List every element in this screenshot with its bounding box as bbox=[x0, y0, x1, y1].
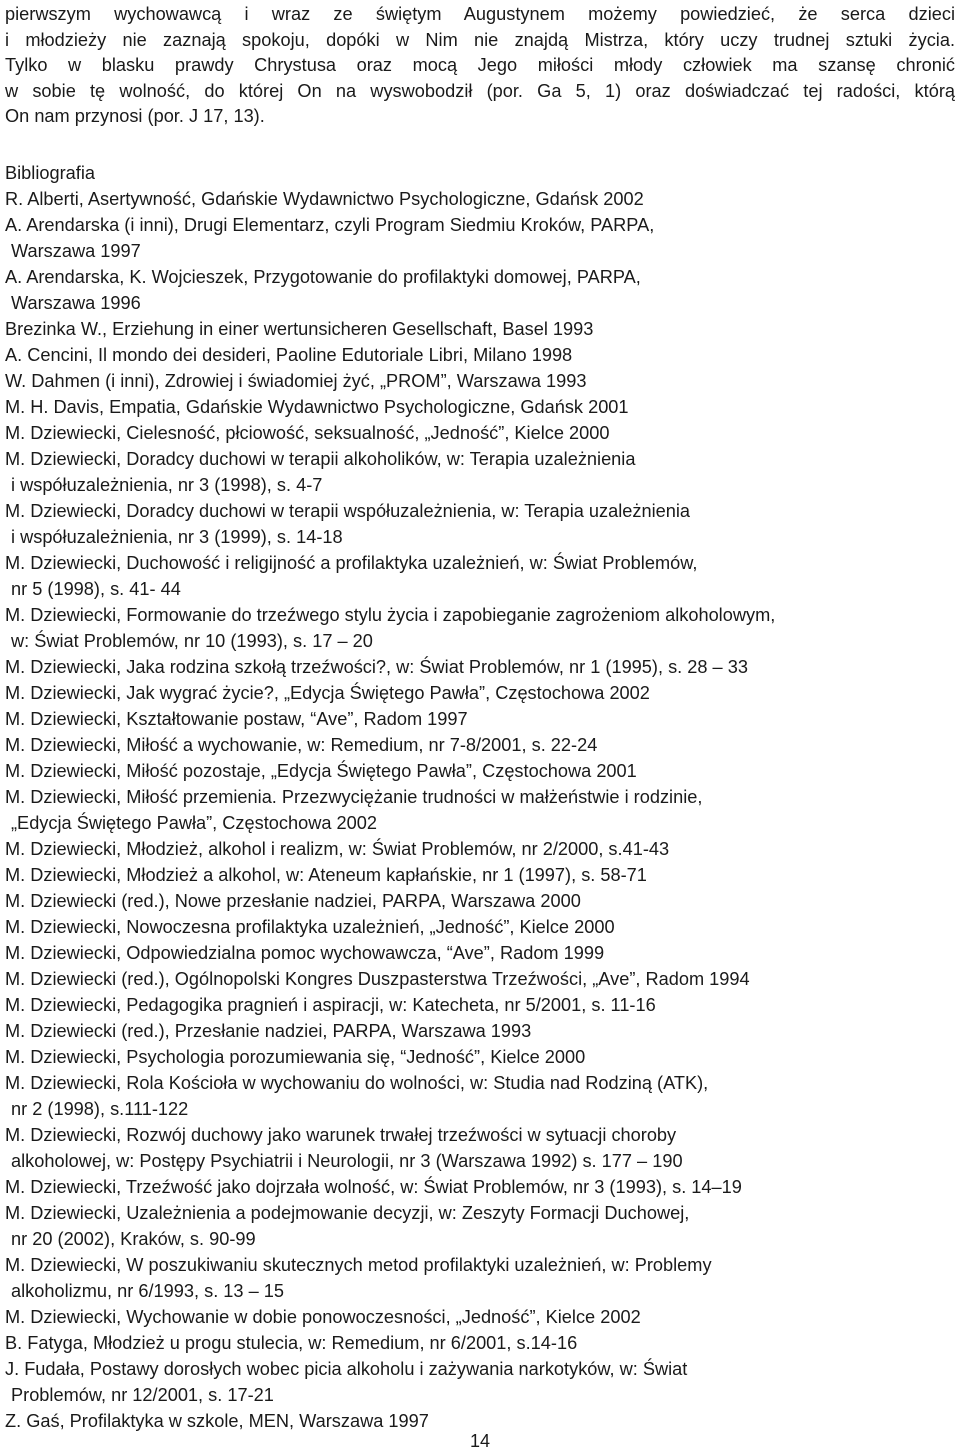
bibliography-entry bbox=[5, 706, 955, 732]
bibliography-entry bbox=[5, 1304, 955, 1330]
bibliography-entry bbox=[5, 264, 955, 316]
bibliography-entry-text: M. Dziewiecki, Młodzież, alkohol i realizm, w: Świat Problemów, nr 2/2000, s.41-43 bbox=[5, 839, 670, 859]
bibliography-entry bbox=[5, 1044, 955, 1070]
page-number: 14 bbox=[469, 1431, 491, 1451]
bibliography-entry bbox=[5, 1174, 955, 1200]
bibliography-entry-text: M. Dziewiecki, Pedagogika pragnień i aspiracji, w: Katecheta, nr 5/2001, s. 11-16 bbox=[5, 995, 656, 1015]
bibliography-entry-text: M. Dziewiecki, Duchowość i religijność a profilaktyka uzależnień, w: Świat Problemów, bbox=[5, 553, 698, 573]
bibliography-entry-continuation: nr 5 (1998), s. 41- 44 bbox=[11, 579, 181, 599]
bibliography-entry bbox=[5, 1252, 955, 1304]
bibliography-entry bbox=[5, 914, 955, 940]
bibliography-entry-text: M. Dziewiecki, Psychologia porozumiewania się, “Jedność”, Kielce 2000 bbox=[5, 1047, 586, 1067]
bibliography-entry-text: M. Dziewiecki, Formowanie do trzeźwego stylu życia i zapobieganie zagrożeniom alkoholowym, bbox=[5, 605, 776, 625]
bibliography-entry-text: Brezinka W., Erziehung in einer wertunsicheren Gesellschaft, Basel 1993 bbox=[5, 319, 594, 339]
bibliography-entry-text: M. Dziewiecki, Cielesność, płciowość, seksualność, „Jedność”, Kielce 2000 bbox=[5, 423, 610, 443]
bibliography-entry-text: A. Arendarska, K. Wojcieszek, Przygotowanie do profilaktyki domowej, PARPA, bbox=[5, 267, 641, 287]
bibliography-entry bbox=[5, 992, 955, 1018]
bibliography-entry-text: W. Dahmen (i inni), Zdrowiej i świadomiej żyć, „PROM”, Warszawa 1993 bbox=[5, 371, 587, 391]
bibliography-entry-text: J. Fudała, Postawy dorosłych wobec picia alkoholu i zażywania narkotyków, w: Świat bbox=[5, 1359, 688, 1379]
intro-paragraph bbox=[5, 2, 955, 130]
bibliography-entry bbox=[5, 966, 955, 992]
bibliography-entry-text: M. Dziewiecki, Wychowanie w dobie ponowoczesności, „Jedność”, Kielce 2002 bbox=[5, 1307, 641, 1327]
bibliography-entry-continuation: w: Świat Problemów, nr 10 (1993), s. 17 – 20 bbox=[11, 631, 373, 651]
bibliography-list bbox=[5, 186, 955, 1434]
bibliography-entry-text: M. Dziewiecki, Miłość przemienia. Przezwyciężanie trudności w małżeństwie i rodzinie, bbox=[5, 787, 703, 807]
bibliography-entry bbox=[5, 1122, 955, 1174]
bibliography-entry bbox=[5, 602, 955, 654]
bibliography-entry bbox=[5, 784, 955, 836]
bibliography-entry-continuation: alkoholowej, w: Postępy Psychiatrii i Neurologii, nr 3 (Warszawa 1992) s. 177 – 190 bbox=[11, 1151, 683, 1171]
bibliography-entry bbox=[5, 732, 955, 758]
bibliography-entry-text: M. Dziewiecki, Doradcy duchowi w terapii współuzależnienia, w: Terapia uzależnienia bbox=[5, 501, 691, 521]
bibliography-entry-text: M. Dziewiecki, Miłość a wychowanie, w: Remedium, nr 7-8/2001, s. 22-24 bbox=[5, 735, 598, 755]
bibliography-entry bbox=[5, 186, 955, 212]
bibliography-entry-text: M. Dziewiecki, Nowoczesna profilaktyka uzależnień, „Jedność”, Kielce 2000 bbox=[5, 917, 615, 937]
intro-line: w sobie tę wolność, do której On na wyswobodził (por. Ga 5, 1) oraz doświadczać tej radości, którą bbox=[5, 80, 955, 101]
bibliography-entry-text: M. Dziewiecki, Uzależnienia a podejmowanie decyzji, w: Zeszyty Formacji Duchowej, bbox=[5, 1203, 690, 1223]
bibliography-entry bbox=[5, 862, 955, 888]
bibliography-entry-continuation: i współuzależnienia, nr 3 (1999), s. 14-18 bbox=[11, 527, 343, 547]
bibliography-entry-continuation: Problemów, nr 12/2001, s. 17-21 bbox=[11, 1385, 274, 1405]
bibliography-entry-text: M. Dziewiecki, Odpowiedzialna pomoc wychowawcza, “Ave”, Radom 1999 bbox=[5, 943, 605, 963]
bibliography-entry-text: A. Arendarska (i inni), Drugi Elementarz, czyli Program Siedmiu Kroków, PARPA, bbox=[5, 215, 655, 235]
bibliography-entry bbox=[5, 212, 955, 264]
bibliography-entry-text: A. Cencini, Il mondo dei desideri, Paoline Edutoriale Libri, Milano 1998 bbox=[5, 345, 573, 365]
bibliography-entry bbox=[5, 368, 955, 394]
intro-line: pierwszym wychowawcą i wraz ze świętym Augustynem możemy powiedzieć, że serca dzieci bbox=[5, 4, 955, 24]
bibliography-entry bbox=[5, 1330, 955, 1356]
bibliography-entry-text: R. Alberti, Asertywność, Gdańskie Wydawnictwo Psychologiczne, Gdańsk 2002 bbox=[5, 189, 644, 209]
bibliography-entry bbox=[5, 446, 955, 498]
bibliography-entry-text: M. H. Davis, Empatia, Gdańskie Wydawnictwo Psychologiczne, Gdańsk 2001 bbox=[5, 397, 629, 417]
bibliography-entry-text: M. Dziewiecki, Jak wygrać życie?, „Edycja Świętego Pawła”, Częstochowa 2002 bbox=[5, 683, 650, 703]
bibliography-entry-text: M. Dziewiecki, Rola Kościoła w wychowaniu do wolności, w: Studia nad Rodziną (ATK), bbox=[5, 1073, 709, 1093]
intro-line: Tylko w blasku prawdy Chrystusa oraz mocą Jego miłości młody człowiek ma szansę chronić bbox=[5, 55, 955, 75]
bibliography-entry-text: M. Dziewiecki, W poszukiwaniu skutecznych metod profilaktyki uzależnień, w: Problemy bbox=[5, 1255, 712, 1275]
bibliography-entry-text: M. Dziewiecki, Miłość pozostaje, „Edycja Świętego Pawła”, Częstochowa 2001 bbox=[5, 761, 637, 781]
bibliography-entry-text: M. Dziewiecki (red.), Ogólnopolski Kongres Duszpasterstwa Trzeźwości, „Ave”, Radom 1994 bbox=[5, 969, 750, 989]
bibliography-entry bbox=[5, 342, 955, 368]
bibliography-entry-text: B. Fatyga, Młodzież u progu stulecia, w: Remedium, nr 6/2001, s.14-16 bbox=[5, 1333, 578, 1353]
bibliography-entry-text: M. Dziewiecki, Rozwój duchowy jako warunek trwałej trzeźwości w sytuacji choroby bbox=[5, 1125, 677, 1145]
bibliography-entry bbox=[5, 394, 955, 420]
bibliography-entry-continuation: Warszawa 1996 bbox=[11, 293, 141, 313]
bibliography-entry bbox=[5, 680, 955, 706]
bibliography-entry-text: M. Dziewiecki, Jaka rodzina szkołą trzeźwości?, w: Świat Problemów, nr 1 (1995), s. 28 – 33 bbox=[5, 657, 748, 677]
bibliography-heading: Bibliografia bbox=[5, 162, 95, 183]
bibliography-entry-text: M. Dziewiecki (red.), Nowe przesłanie nadziei, PARPA, Warszawa 2000 bbox=[5, 891, 581, 911]
document-page bbox=[5, 2, 955, 1434]
bibliography-entry bbox=[5, 498, 955, 550]
bibliography-entry-continuation: „Edycja Świętego Pawła”, Częstochowa 2002 bbox=[11, 813, 377, 833]
bibliography-entry-text: M. Dziewiecki, Kształtowanie postaw, “Ave”, Radom 1997 bbox=[5, 709, 468, 729]
bibliography-entry bbox=[5, 1018, 955, 1044]
intro-line: On nam przynosi (por. J 17, 13). bbox=[5, 106, 265, 126]
bibliography-entry-text: Z. Gaś, Profilaktyka w szkole, MEN, Warszawa 1997 bbox=[5, 1411, 429, 1431]
bibliography-entry-text: M. Dziewiecki (red.), Przesłanie nadziei, PARPA, Warszawa 1993 bbox=[5, 1021, 532, 1041]
bibliography-entry bbox=[5, 888, 955, 914]
bibliography-entry bbox=[5, 1070, 955, 1122]
bibliography-entry-continuation: alkoholizmu, nr 6/1993, s. 13 – 15 bbox=[11, 1281, 284, 1301]
bibliography-entry-text: M. Dziewiecki, Młodzież a alkohol, w: Ateneum kapłańskie, nr 1 (1997), s. 58-71 bbox=[5, 865, 647, 885]
bibliography-entry-continuation: nr 2 (1998), s.111-122 bbox=[11, 1099, 189, 1119]
bibliography-entry bbox=[5, 316, 955, 342]
bibliography-entry bbox=[5, 420, 955, 446]
bibliography-entry-continuation: nr 20 (2002), Kraków, s. 90-99 bbox=[11, 1229, 256, 1249]
bibliography-entry bbox=[5, 654, 955, 680]
bibliography-entry bbox=[5, 940, 955, 966]
bibliography-entry bbox=[5, 758, 955, 784]
bibliography-entry bbox=[5, 836, 955, 862]
bibliography-entry bbox=[5, 1356, 955, 1408]
bibliography-entry bbox=[5, 1200, 955, 1252]
bibliography-entry-continuation: Warszawa 1997 bbox=[11, 241, 141, 261]
bibliography-entry-text: M. Dziewiecki, Trzeźwość jako dojrzała wolność, w: Świat Problemów, nr 3 (1993), s. 14–19 bbox=[5, 1177, 742, 1197]
bibliography-entry bbox=[5, 550, 955, 602]
intro-line: i młodzieży nie zaznają spokoju, dopóki w Nim nie znajdą Mistrza, który uczy trudnej sztuki życia. bbox=[5, 29, 955, 50]
bibliography-entry-text: M. Dziewiecki, Doradcy duchowi w terapii alkoholików, w: Terapia uzależnienia bbox=[5, 449, 636, 469]
bibliography-entry-continuation: i współuzależnienia, nr 3 (1998), s. 4-7 bbox=[11, 475, 323, 495]
